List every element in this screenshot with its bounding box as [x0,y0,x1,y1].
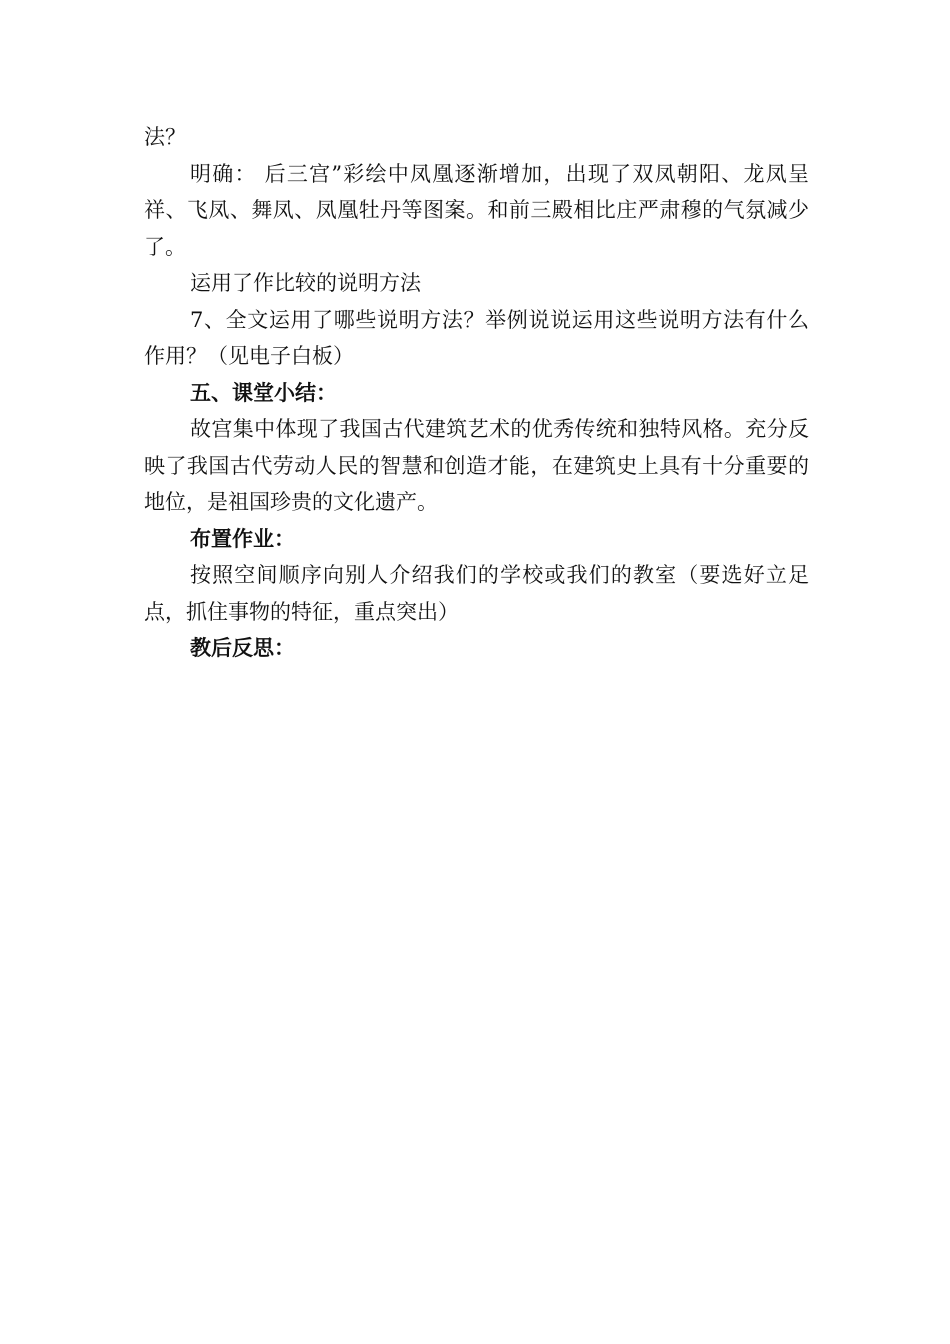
paragraph-question-7: 7、全文运用了哪些说明方法？举例说说运用这些说明方法有什么作用？（见电子白板） [144,307,809,368]
paragraph-clarification: 明确： 后三宫”彩绘中凤凰逐渐增加，出现了双凤朝阳、龙凤呈祥、飞凤、舞凤、凤凰牡丹等图案。和前三殿相比庄严肃穆的气氛减少了。 [144,161,809,259]
section-heading-summary: 五、课堂小结： [190,380,337,405]
document-body [144,119,809,667]
paragraph-continuation: 法？ [144,125,186,149]
paragraph-method-note: 运用了作比较的说明方法 [190,271,421,295]
paragraph-homework: 按照空间顺序向别人介绍我们的学校或我们的教室（要选好立足点，抓住事物的特征，重点突出） [144,563,809,624]
section-heading-reflection: 教后反思： [190,636,295,660]
section-heading-homework: 布置作业： [190,526,295,551]
paragraph-summary: 故宫集中体现了我国古代建筑艺术的优秀传统和独特风格。充分反映了我国古代劳动人民的智慧和创造才能，在建筑史上具有十分重要的地位，是祖国珍贵的文化遗产。 [144,417,809,514]
